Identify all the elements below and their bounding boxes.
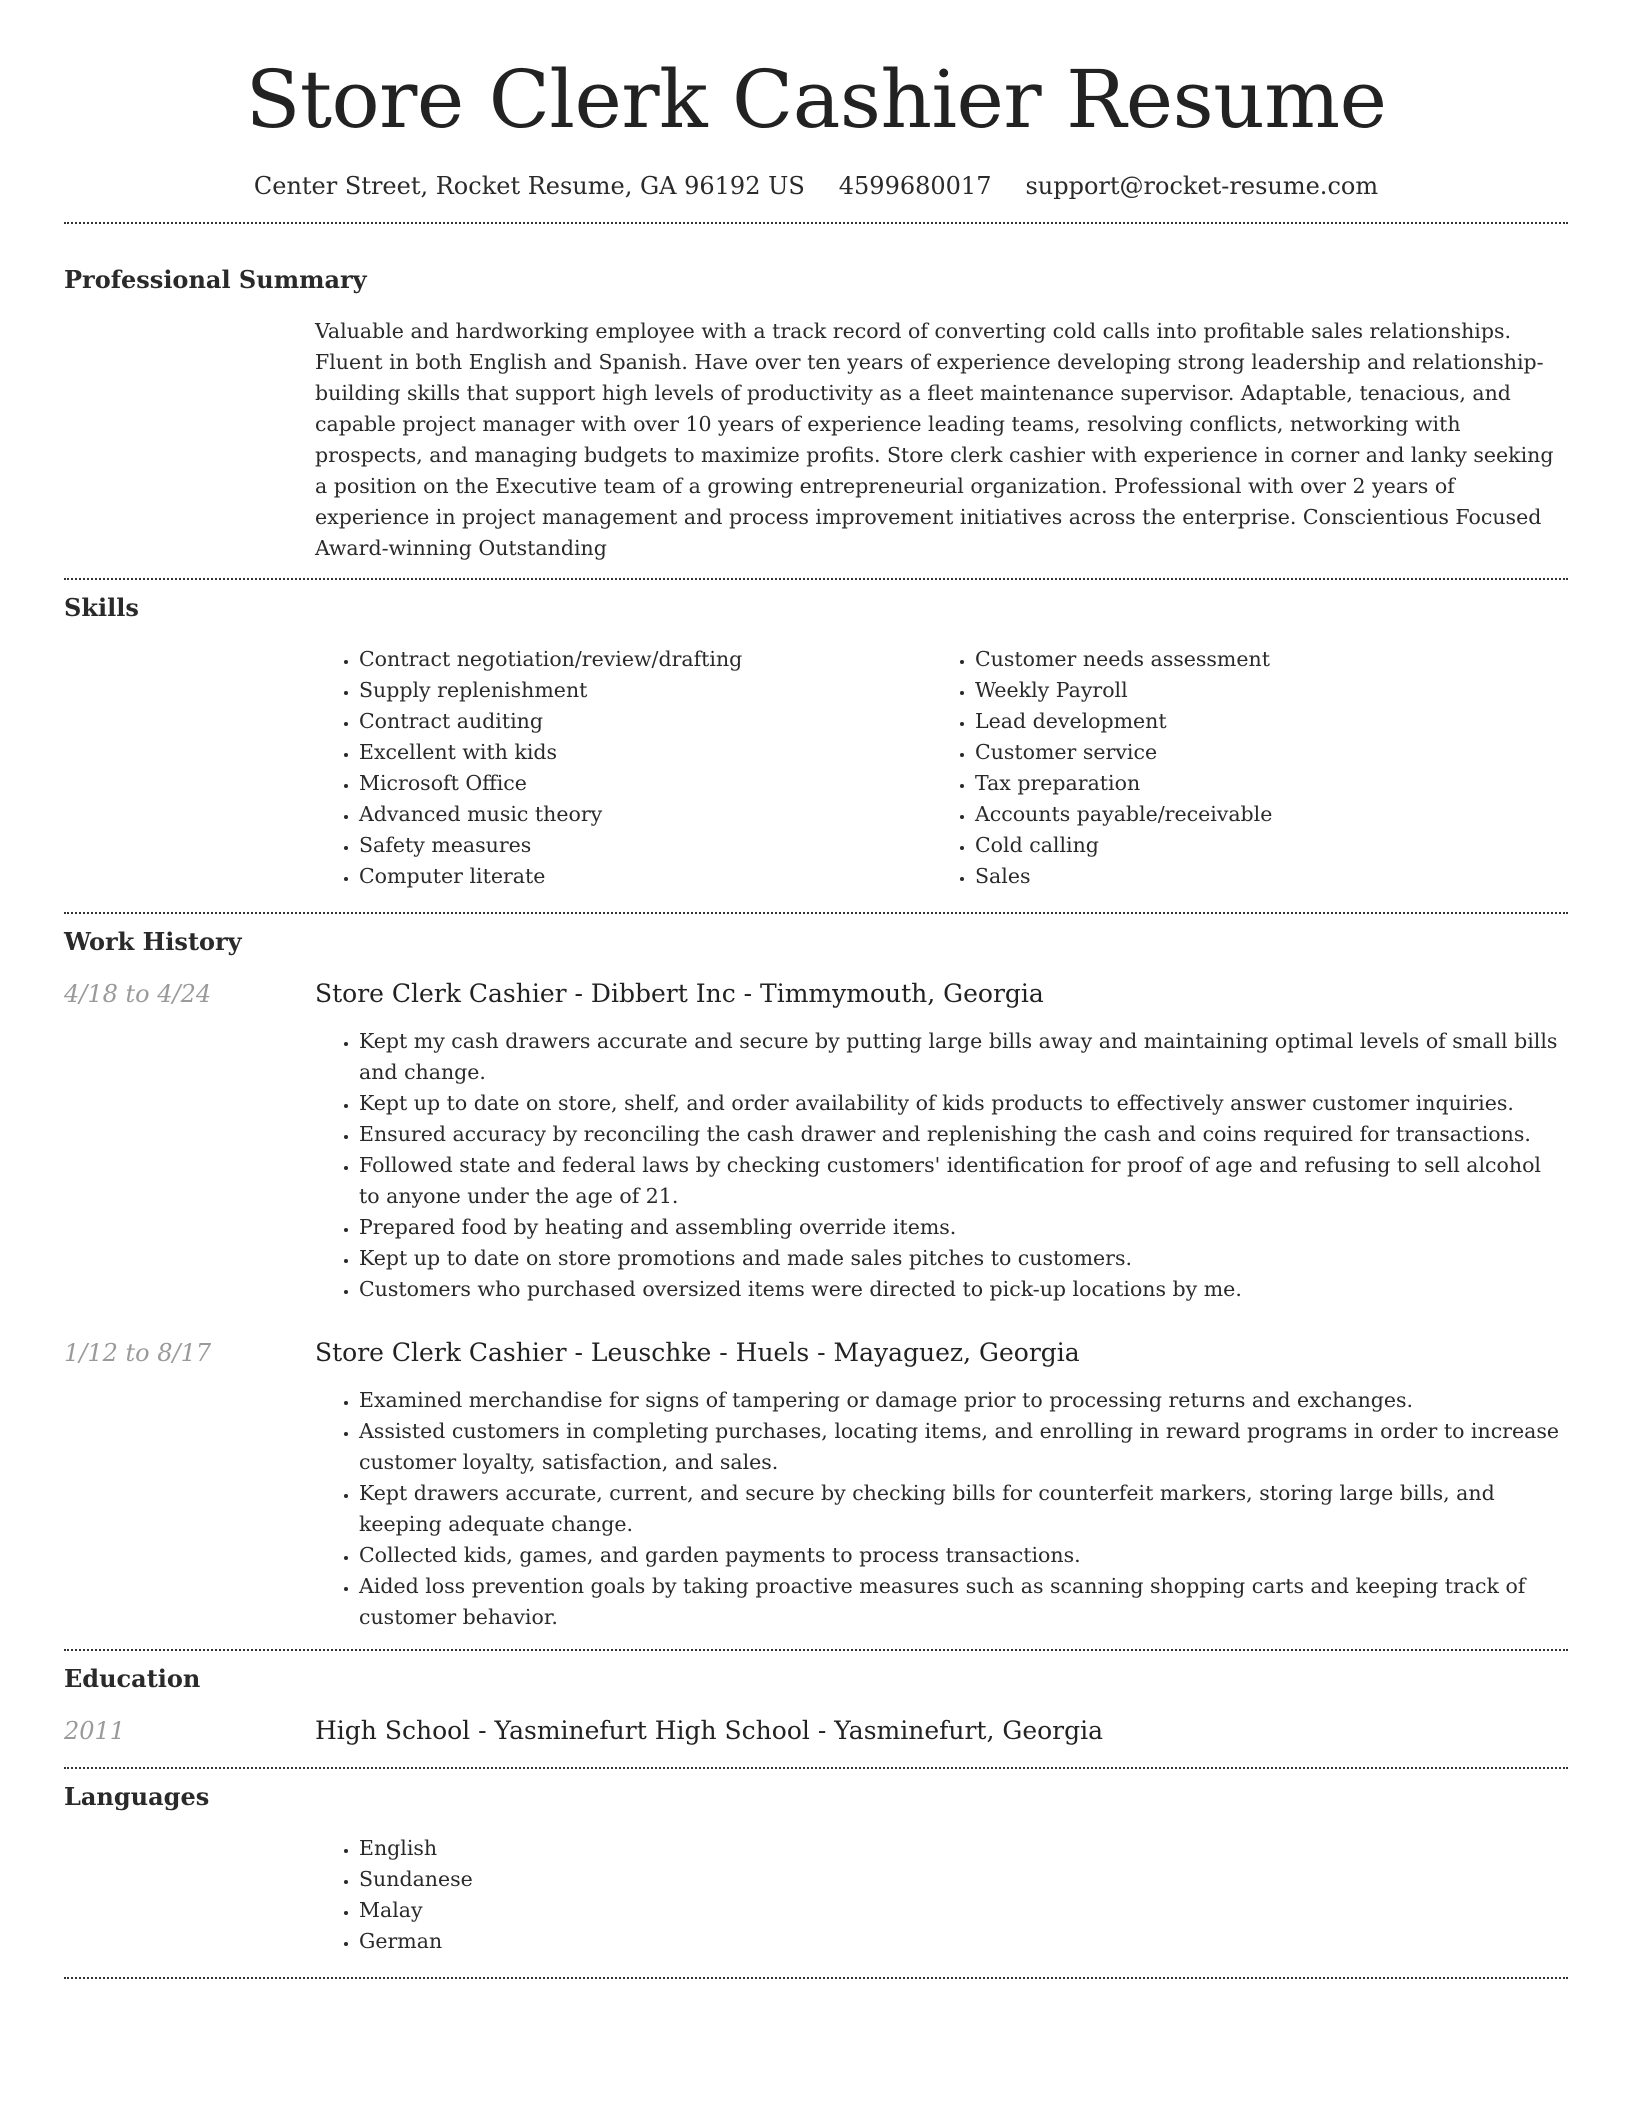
- job-title: Store Clerk Cashier - Leuschke - Huels - Mayaguez, Georgia: [315, 1338, 1080, 1367]
- skill-item: • Advanced music theory: [359, 799, 931, 830]
- education-year: 2011: [64, 1717, 126, 1745]
- job-dates: 1/12 to 8/17: [64, 1339, 212, 1367]
- skill-item: • Excellent with kids: [359, 737, 931, 768]
- skill-item: • Sales: [975, 861, 1547, 892]
- work-history-section: [64, 914, 1568, 1633]
- skill-item: • Cold calling: [975, 830, 1547, 861]
- job-bullet: • Kept up to date on store promotions and made sales pitches to customers.: [359, 1243, 1568, 1274]
- language-item: • English: [359, 1833, 1568, 1864]
- skill-item: • Microsoft Office: [359, 768, 931, 799]
- job-bullet: • Customers who purchased oversized items were directed to pick-up locations by me.: [359, 1274, 1568, 1305]
- contact-phone: 4599680017: [838, 172, 992, 200]
- skill-item: • Safety measures: [359, 830, 931, 861]
- job-bullet: • Followed state and federal laws by checking customers' identification for proof of age and refusing to sell alcohol to anyone under the age of 21.: [359, 1150, 1568, 1212]
- job-bullet: • Assisted customers in completing purchases, locating items, and enrolling in reward programs in order to increase customer loyalty, satisfaction, and sales.: [359, 1416, 1568, 1478]
- skill-item: • Lead development: [975, 706, 1547, 737]
- language-item: • Malay: [359, 1895, 1568, 1926]
- education-section: [64, 1651, 1568, 1747]
- job-bullet: • Collected kids, games, and garden payments to process transactions.: [359, 1540, 1568, 1571]
- contact-address: Center Street, Rocket Resume, GA 96192 US: [253, 172, 805, 200]
- job-dates: 4/18 to 4/24: [64, 980, 212, 1008]
- summary-section: [64, 224, 1568, 564]
- skill-item: • Contract negotiation/review/drafting: [359, 644, 931, 675]
- language-item: • German: [359, 1926, 1568, 1957]
- skill-item: • Customer service: [975, 737, 1547, 768]
- skill-item: • Weekly Payroll: [975, 675, 1547, 706]
- language-item: • Sundanese: [359, 1864, 1568, 1895]
- skill-item: • Contract auditing: [359, 706, 931, 737]
- job-bullets: [315, 1026, 1568, 1305]
- job-bullet: • Kept up to date on store, shelf, and order availability of kids products to effectively answer customer inquiries.: [359, 1088, 1568, 1119]
- job-bullet: • Ensured accuracy by reconciling the cash drawer and replenishing the cash and coins required for transactions.: [359, 1119, 1568, 1150]
- job-bullet: • Kept my cash drawers accurate and secure by putting large bills away and maintaining optimal levels of small bills and change.: [359, 1026, 1568, 1088]
- job-title: Store Clerk Cashier - Dibbert Inc - Timmymouth, Georgia: [315, 979, 1044, 1008]
- job-bullet: • Examined merchandise for signs of tampering or damage prior to processing returns and exchanges.: [359, 1385, 1568, 1416]
- skill-item: • Customer needs assessment: [975, 644, 1547, 675]
- summary-text: Valuable and hardworking employee with a track record of converting cold calls into profitable sales relationships. Fluent in both English and Spanish. Have over ten years of experience developing strong leadership and relationship-building skills that support high levels of productivity as a fleet maintenance supervisor. Adaptable, tenacious, and capable project manager with over 10 years of experience leading teams, resolving conflicts, networking with prospects, and managing budgets to maximize profits. Store clerk cashier with experience in corner and lanky seeking a position on the Executive team of a growing entrepreneurial organization. Professional with over 2 years of experience in project management and process improvement initiatives across the enterprise. Conscientious Focused Award-winning Outstanding: [315, 319, 1554, 560]
- resume-title: Store Clerk Cashier Resume: [245, 53, 1387, 146]
- section-title-skills: Skills: [64, 593, 139, 622]
- contact-info: [64, 170, 1568, 202]
- skill-item: • Computer literate: [359, 861, 931, 892]
- languages-section: [64, 1769, 1568, 1957]
- section-title-languages: Languages: [64, 1782, 210, 1811]
- section-divider: [64, 1977, 1568, 1979]
- job-bullet: • Kept drawers accurate, current, and secure by checking bills for counterfeit markers, storing large bills, and keeping adequate change.: [359, 1478, 1568, 1540]
- contact-email: support@rocket-resume.com: [1025, 172, 1379, 200]
- job-bullet: • Prepared food by heating and assembling override items.: [359, 1212, 1568, 1243]
- section-title-summary: Professional Summary: [64, 265, 367, 294]
- skills-column-left: [315, 644, 931, 892]
- job-bullets: [315, 1385, 1568, 1633]
- job-bullet: • Aided loss prevention goals by taking proactive measures such as scanning shopping carts and keeping track of customer behavior.: [359, 1571, 1568, 1633]
- section-title-work-history: Work History: [64, 927, 242, 956]
- skills-list: [315, 644, 1568, 892]
- skill-item: • Supply replenishment: [359, 675, 931, 706]
- section-title-education: Education: [64, 1664, 201, 1693]
- skills-section: [64, 580, 1568, 892]
- education-entry: [64, 1715, 1568, 1747]
- languages-list: [315, 1833, 1568, 1957]
- job-entry: [64, 1337, 1568, 1633]
- job-entry: [64, 978, 1568, 1305]
- education-title: High School - Yasminefurt High School - Yasminefurt, Georgia: [315, 1716, 1104, 1745]
- skills-column-right: [931, 644, 1547, 892]
- skill-item: • Accounts payable/receivable: [975, 799, 1547, 830]
- skill-item: • Tax preparation: [975, 768, 1547, 799]
